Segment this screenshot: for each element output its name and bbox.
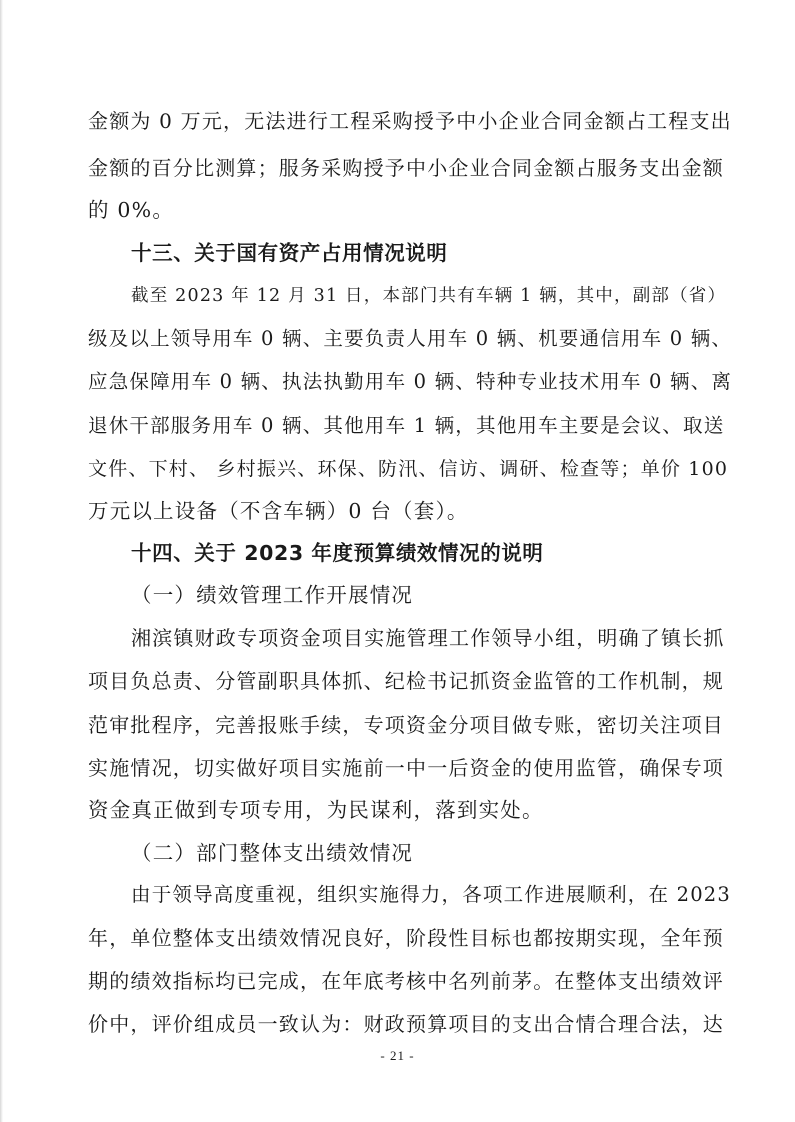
subsection-heading-1: （一）绩效管理工作开展情况 xyxy=(131,583,414,607)
section-heading-14: 十四、关于 2023 年度预算绩效情况的说明 xyxy=(131,541,544,565)
text-line: 级及以上领导用车 0 辆、主要负责人用车 0 辆、机要通信用车 0 辆、 xyxy=(88,327,733,350)
text-line: 湘滨镇财政专项资金项目实施管理工作领导小组，明确了镇长抓 xyxy=(131,626,725,650)
text-line: 金额为 0 万元，无法进行工程采购授予中小企业合同金额占工程支出 xyxy=(88,109,732,133)
text-line: 金额的百分比测算；服务采购授予中小企业合同金额占服务支出金额 xyxy=(88,156,724,180)
text-line: 应急保障用车 0 辆、执法执勤用车 0 辆、特种专业技术用车 0 辆、离 xyxy=(88,370,733,393)
section-heading-13: 十三、关于国有资产占用情况说明 xyxy=(131,241,448,265)
text-line: 万元以上设备（不含车辆）0 台（套）。 xyxy=(88,499,469,523)
text-line: 文件、下村、 乡村振兴、环保、防汛、信访、调研、检查等；单价 100 xyxy=(88,458,729,480)
text-line: 价中，评价组成员一致认为：财政预算项目的支出合情合理合法，达 xyxy=(88,1012,724,1036)
text-line: 退休干部服务用车 0 辆、其他用车 1 辆，其他用车主要是会议、取送 xyxy=(88,414,725,437)
text-line: 截至 2023 年 12 月 31 日，本部门共有车辆 1 辆，其中，副部（省） xyxy=(131,286,727,306)
page-number: - 21 - xyxy=(380,1048,415,1063)
subsection-heading-2: （二）部门整体支出绩效情况 xyxy=(131,841,414,865)
text-line: 的 0%。 xyxy=(88,198,175,222)
text-line: 年，单位整体支出绩效情况良好，阶段性目标也都按期实现，全年预 xyxy=(88,926,724,950)
text-line: 项目负总责、分管副职具体抓、纪检书记抓资金监管的工作机制，规 xyxy=(88,669,724,693)
text-line: 实施情况，切实做好项目实施前一中一后资金的使用监管，确保专项 xyxy=(88,756,724,780)
text-line: 由于领导高度重视，组织实施得力，各项工作进展顺利，在 2023 xyxy=(131,883,732,906)
text-line: 范审批程序，完善报账手续，专项资金分项目做专账，密切关注项目 xyxy=(88,713,724,737)
scan-edge xyxy=(0,0,3,1122)
text-line: 期的绩效指标均已完成，在年底考核中名列前茅。在整体支出绩效评 xyxy=(88,969,724,993)
text-line: 资金真正做到专项专用，为民谋利，落到实处。 xyxy=(88,798,544,822)
